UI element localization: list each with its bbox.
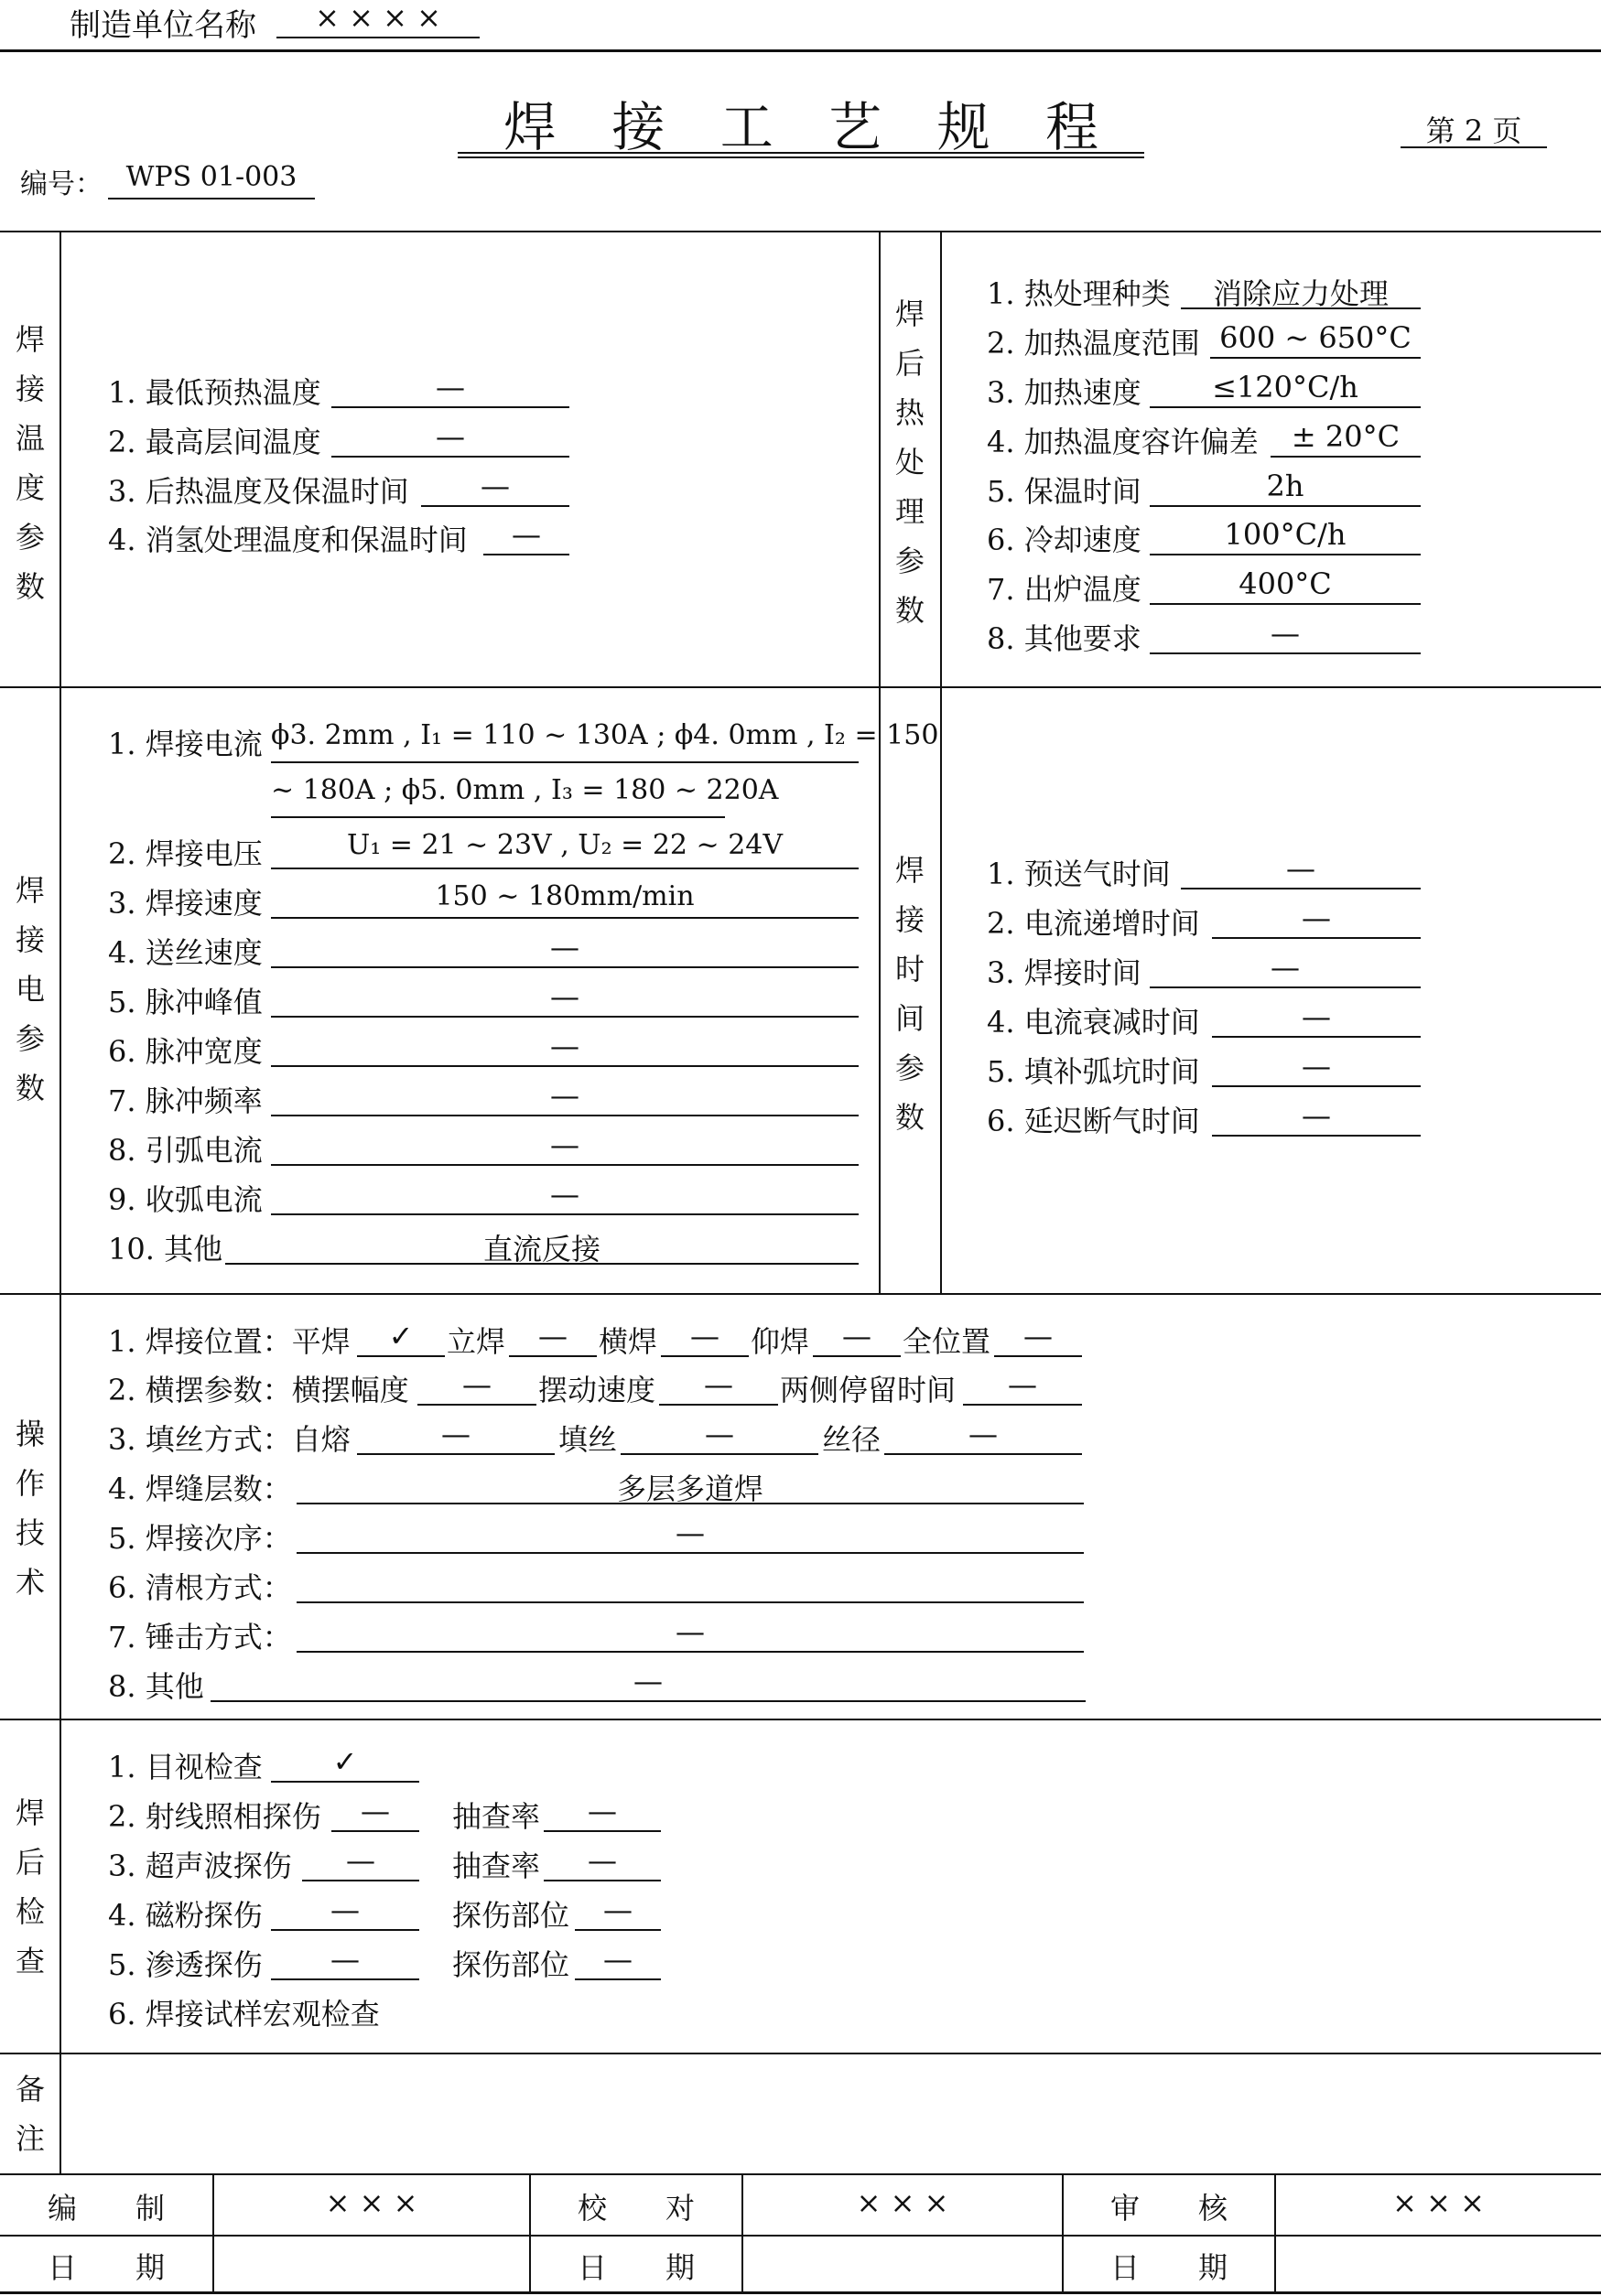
timing-item-value: — [1286,851,1315,886]
timing-item-value: — [1302,999,1331,1034]
timing-item-value: — [1271,950,1300,985]
dwell-time-label: 两侧停留时间 [780,1373,957,1407]
pwht-item-label: 2. 加热温度范围 [987,326,1200,361]
inspection-item-value: — [361,1794,390,1828]
welding-current-value: ϕ3. 2mm , I₁ = 110 ~ 130A ; ϕ4. 0mm , I₂ = 150 [271,719,939,751]
checked-by-label: 校 对 [577,2191,695,2226]
inspection-item-value: — [330,1942,360,1977]
section-label-electrical: 焊 接 电 参 数 [15,873,45,1105]
electrical-item-label: 6. 脉冲宽度 [108,1034,263,1069]
reviewed-by-value: × × × [1392,2185,1485,2220]
pwht-item-label: 5. 保温时间 [987,474,1141,509]
electrical-item-value: — [550,1127,579,1162]
preheat-item-value: — [436,419,465,454]
compiled-by-value: × × × [325,2185,418,2220]
technique-item-label: 4. 焊缝层数： [108,1471,292,1506]
timing-item-value: — [1302,900,1331,935]
timing-item-label: 2. 电流递增时间 [987,906,1200,941]
position-all-value: — [1023,1319,1053,1353]
pwht-item-value: 消除应力处理 [1212,276,1389,311]
inspection-item-value2: — [588,1843,617,1878]
checked-date-label: 日 期 [577,2250,695,2285]
reviewed-by-label: 审 核 [1109,2191,1228,2226]
section-label-technique: 操 作 技 术 [15,1417,45,1600]
page-number: 第 2 页 [1425,113,1522,148]
technique-other-value: — [633,1664,663,1698]
electrical-item-label: 2. 焊接电压 [108,836,263,871]
inspection-item-value: — [330,1892,360,1927]
preheat-item-label: 1. 最低预热温度 [108,375,321,410]
technique-item-value: — [676,1614,705,1649]
inspection-item-label2: 抽查率 [452,1799,541,1834]
weave-speed-value: — [704,1367,733,1402]
checked-date-field[interactable] [743,2237,1062,2290]
inspection-item-value2: — [588,1794,617,1828]
technique-item-label: 5. 焊接次序： [108,1521,292,1556]
electrical-item-label: 3. 焊接速度 [108,886,263,921]
electrical-item-value: U₁ = 21 ~ 23V , U₂ = 22 ~ 24V [346,829,784,861]
electrical-item-value: — [550,1029,579,1063]
technique-item-value: — [676,1515,705,1550]
timing-item-label: 5. 填补弧坑时间 [987,1054,1200,1089]
position-vertical-value: — [538,1319,568,1353]
compiled-date-label: 日 期 [47,2250,165,2285]
technique-item-label: 6. 清根方式： [108,1570,292,1605]
reviewed-date-field[interactable] [1276,2237,1601,2290]
technique-other-label: 8. 其他 [108,1669,204,1704]
wire-diameter-label: 丝径 [822,1422,882,1457]
autogenous-value: — [441,1417,471,1451]
inspection-item-label2: 探伤部位 [452,1898,570,1933]
electrical-item-value: 150 ~ 180mm/min [435,880,695,912]
technique-item-value: 多层多道焊 [616,1471,763,1506]
page-title: 焊 接 工 艺 规 程 [503,96,1098,158]
electrical-item-value: 直流反接 [482,1232,600,1267]
position-all-label: 全位置 [903,1324,991,1359]
pwht-item-value: 600 ~ 650°C [1219,320,1412,355]
pwht-item-label: 4. 加热温度容许偏差 [987,425,1259,459]
reviewed-date-label: 日 期 [1109,2250,1228,2285]
electrical-item-label: 10. 其他 [108,1232,223,1267]
weave-amplitude-value: — [462,1367,492,1402]
inspection-item-label2: 抽查率 [452,1849,541,1883]
preheat-item-value: — [512,517,541,552]
inspection-item-label: 5. 渗透探伤 [108,1947,263,1982]
electrical-item-label: 8. 引弧电流 [108,1133,263,1168]
inspection-item-value2: — [603,1942,633,1977]
filler-wire-label: 填丝 [558,1422,618,1457]
pwht-item-label: 3. 加热速度 [987,375,1141,410]
section-label-inspection: 焊 后 检 查 [15,1795,45,1978]
timing-item-value: — [1302,1098,1331,1133]
preheat-item-value: — [436,370,465,404]
electrical-item-value: — [550,930,579,965]
compiled-by-label: 编 制 [47,2191,165,2226]
pwht-item-label: 7. 出炉温度 [987,572,1141,607]
section-label-timing: 焊 接 时 间 参 数 [894,853,925,1135]
weave-params-label: 2. 横摆参数：横摆幅度 [108,1373,409,1407]
position-horizontal-value: — [690,1319,719,1353]
electrical-item-label: 7. 脉冲频率 [108,1083,263,1118]
timing-item-value: — [1302,1049,1331,1083]
position-overhead-value: — [842,1319,871,1353]
weave-speed-label: 摆动速度 [538,1373,656,1407]
checked-by-value: × × × [856,2185,949,2220]
electrical-item-label: 5. 脉冲峰值 [108,985,263,1019]
pwht-item-value: ± 20°C [1291,419,1401,454]
electrical-item-value: — [550,1078,579,1113]
electrical-item-label: 9. 收弧电流 [108,1182,263,1217]
inspection-item-label: 3. 超声波探伤 [108,1849,292,1883]
pwht-item-value: 400°C [1239,566,1332,601]
visual-inspection-value: ✓ [332,1744,358,1779]
position-horizontal-label: 横焊 [599,1324,658,1359]
preheat-item-label: 4. 消氢处理温度和保温时间 [108,523,468,557]
pwht-item-label: 8. 其他要求 [987,621,1141,656]
position-vertical-label: 立焊 [447,1324,506,1359]
code-value: WPS 01-003 [125,161,297,193]
welding-position-label: 1. 焊接位置：平焊 [108,1324,351,1359]
pwht-item-value: 2h [1266,469,1304,503]
pwht-item-value: — [1271,616,1300,651]
inspection-item-label2: 探伤部位 [452,1947,570,1982]
filler-wire-value: — [705,1417,734,1451]
compiled-date-field[interactable] [214,2237,529,2290]
preheat-item-label: 3. 后热温度及保温时间 [108,474,409,509]
pwht-item-label: 1. 热处理种类 [987,276,1171,311]
welding-current-label: 1. 焊接电流 [108,727,263,761]
remarks-field[interactable] [64,2057,1593,2169]
header-rule [0,49,1601,52]
timing-item-label: 1. 预送气时间 [987,857,1171,891]
preheat-item-value: — [481,469,510,503]
visual-inspection-label: 1. 目视检查 [108,1750,263,1784]
inspection-item-label: 4. 磁粉探伤 [108,1898,263,1933]
section-label-remarks: 备 注 [15,2072,45,2156]
dwell-time-value: — [1008,1367,1037,1402]
org-label: 制造单位名称 [70,7,256,44]
timing-item-label: 6. 延迟断气时间 [987,1104,1200,1138]
electrical-item-value: — [550,1177,579,1212]
inspection-item-value: — [346,1843,375,1878]
macro-inspection-label: 6. 焊接试样宏观检查 [108,1997,380,2032]
electrical-item-value: — [550,979,579,1014]
inspection-item-label: 2. 射线照相探伤 [108,1799,321,1834]
section-label-preheat: 焊 接 温 度 参 数 [15,322,45,604]
code-label: 编号： [20,168,103,200]
technique-item-label: 7. 锤击方式： [108,1620,292,1655]
pwht-item-value: ≤120°C/h [1212,370,1358,404]
position-overhead-label: 仰焊 [751,1324,810,1359]
wire-diameter-value: — [968,1417,998,1451]
section-label-pwht: 焊 后 热 处 理 参 数 [894,296,925,628]
pwht-item-label: 6. 冷却速度 [987,523,1141,557]
position-flat-value: ✓ [388,1319,414,1353]
preheat-item-label: 2. 最高层间温度 [108,425,321,459]
filler-method-label: 3. 填丝方式：自熔 [108,1422,351,1457]
timing-item-label: 4. 电流衰减时间 [987,1005,1200,1040]
org-value: × × × × [315,0,441,35]
inspection-item-value2: — [603,1892,633,1927]
electrical-item-label: 4. 送丝速度 [108,935,263,970]
welding-current-value-cont: ~ 180A ; ϕ5. 0mm , I₃ = 180 ~ 220A [271,774,779,806]
timing-item-label: 3. 焊接时间 [987,955,1141,990]
pwht-item-value: 100°C/h [1224,517,1347,552]
